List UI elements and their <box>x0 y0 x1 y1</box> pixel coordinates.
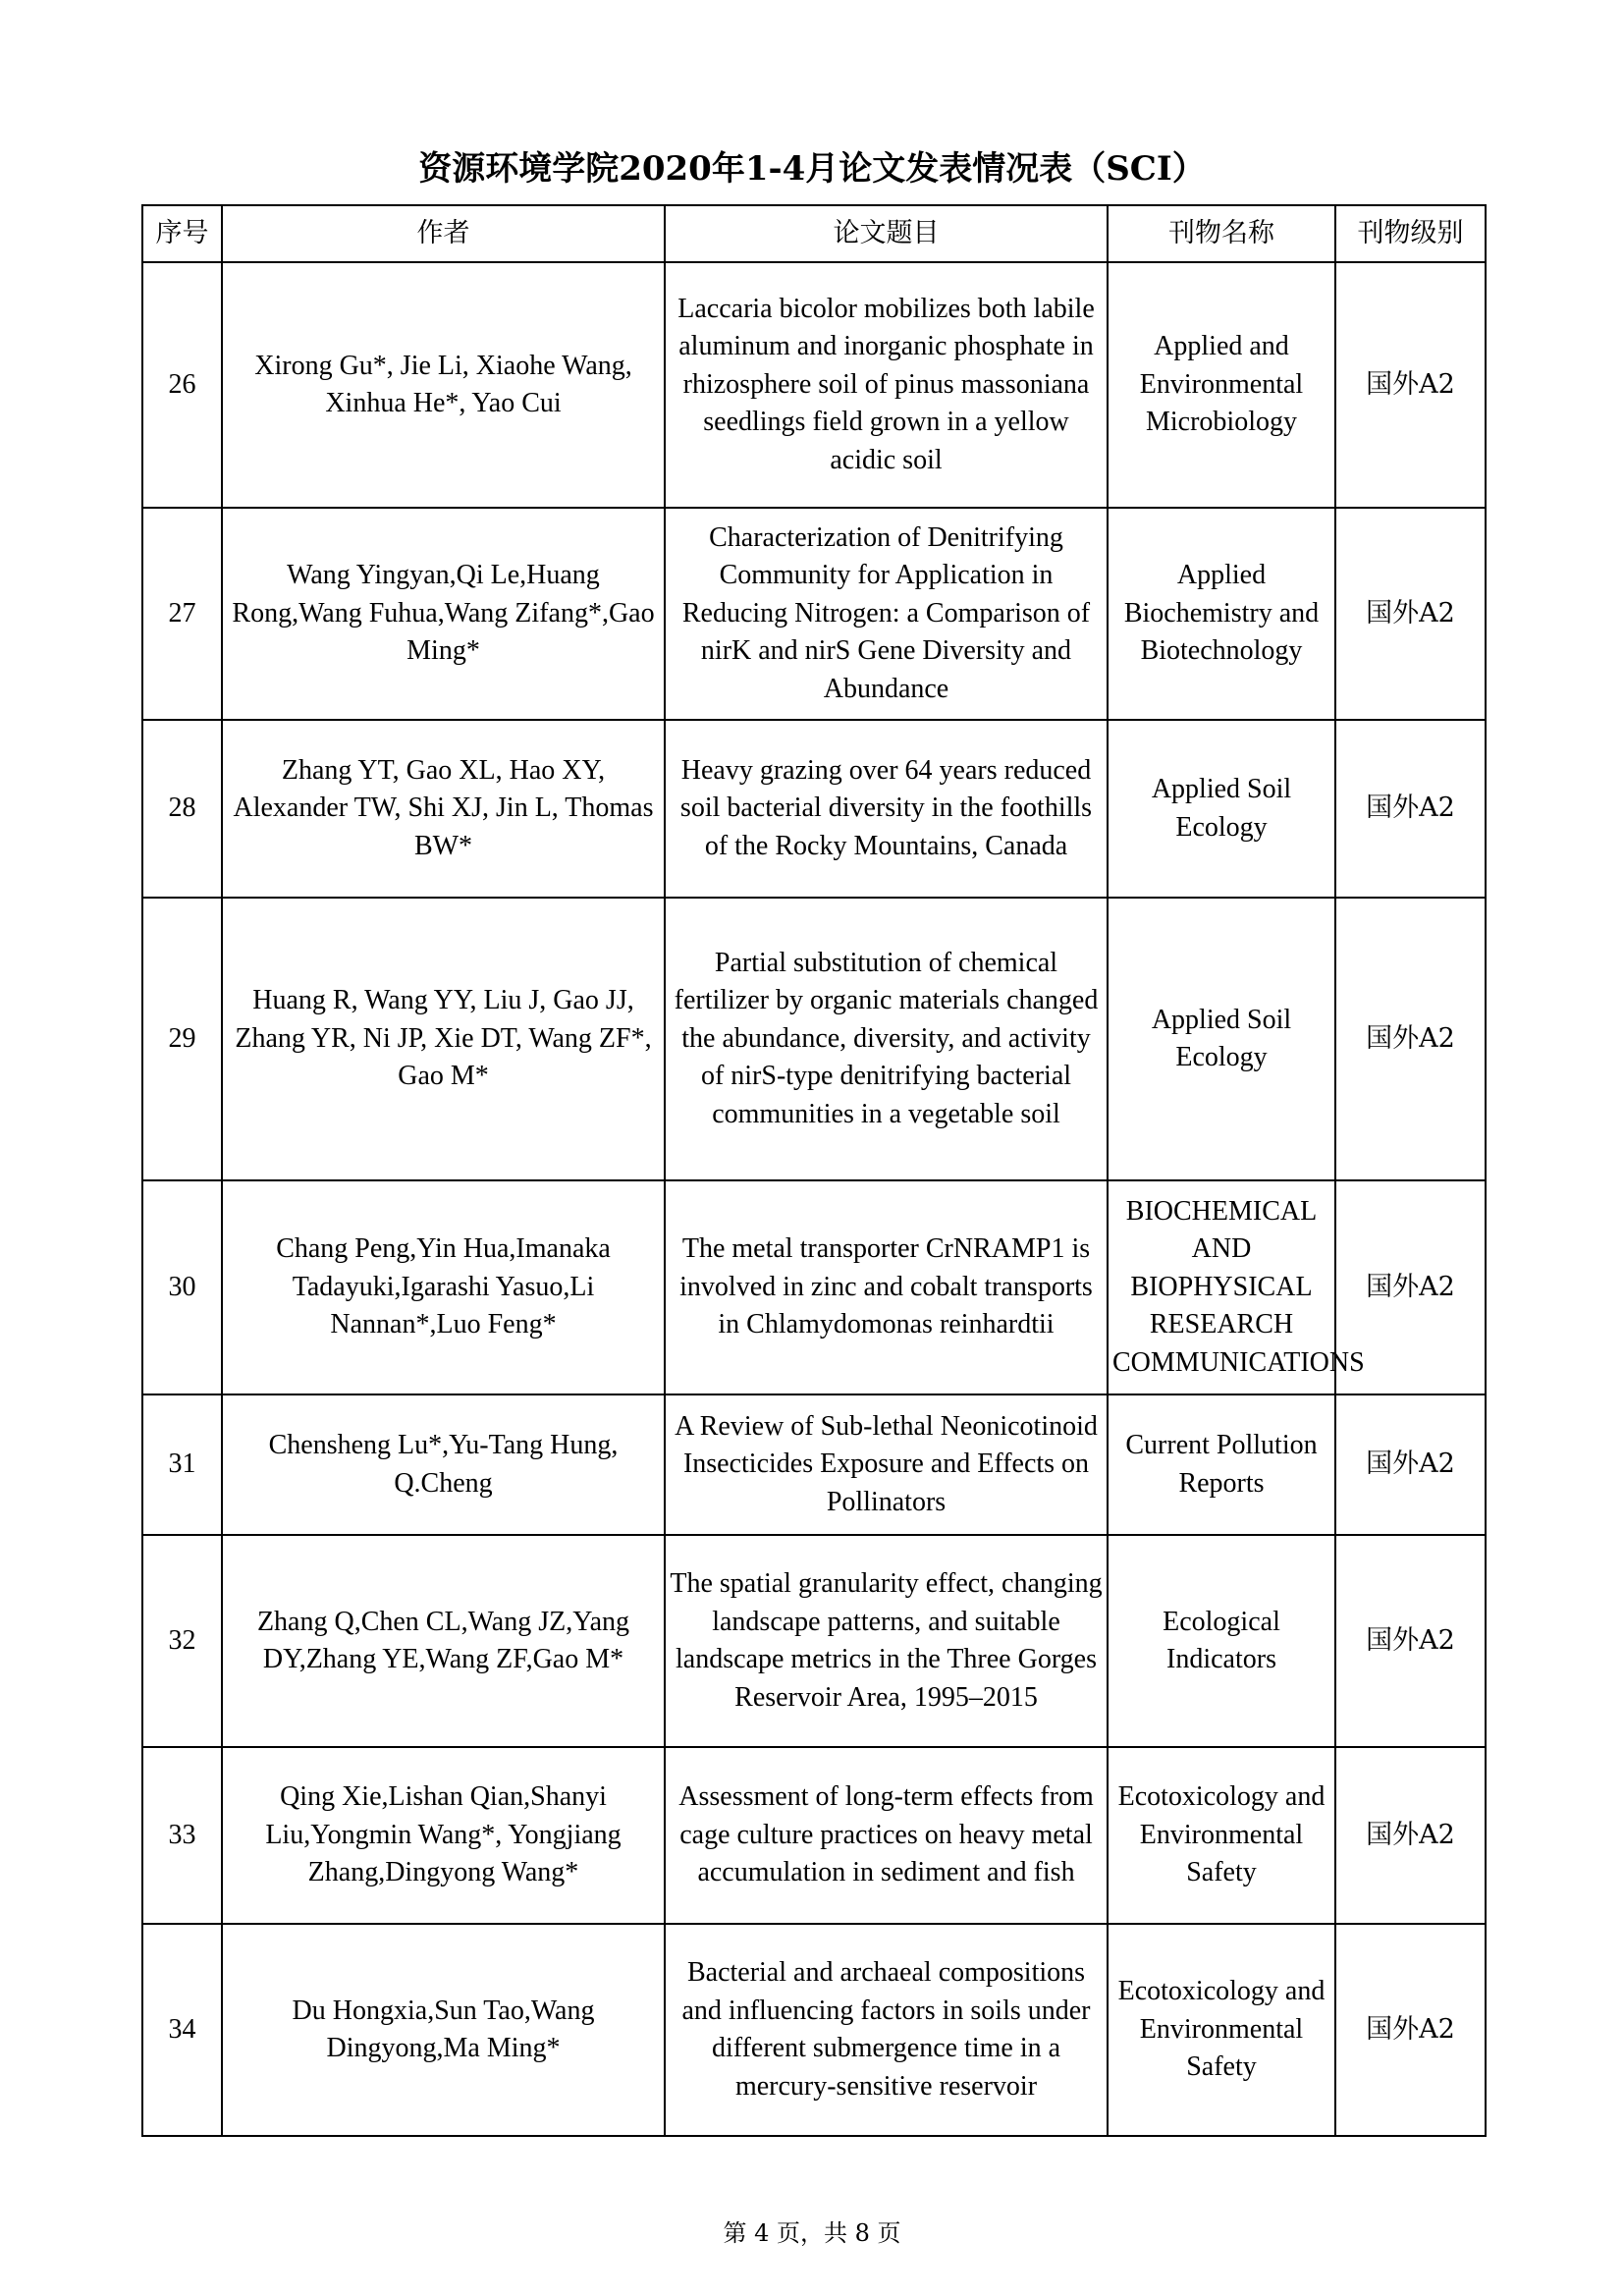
cell-journal: Applied Biochemistry and Biotechnology <box>1108 508 1335 720</box>
cell-authors: Zhang Q,Chen CL,Wang JZ,Yang DY,Zhang YE,Wang ZF,Gao M* <box>222 1535 665 1747</box>
cell-paper-title: The spatial granularity effect, changing landscape patterns, and suitable landscape metrics in the Three Gorges Reservoir Area, 1995–2015 <box>665 1535 1108 1747</box>
header-paper-title: 论文题目 <box>665 205 1108 262</box>
cell-paper-title: The metal transporter CrNRAMP1 is involved in zinc and cobalt transports in Chlamydomonas reinhardtii <box>665 1180 1108 1394</box>
header-no: 序号 <box>142 205 222 262</box>
cell-journal: Applied and Environmental Microbiology <box>1108 262 1335 508</box>
table-row <box>142 1747 1486 1924</box>
cell-no: 26 <box>142 262 222 508</box>
table-row <box>142 1924 1486 2136</box>
cell-journal: BIOCHEMICAL AND BIOPHYSICAL RESEARCH COMMUNICATIONS <box>1108 1180 1335 1394</box>
cell-paper-title: Bacterial and archaeal compositions and influencing factors in soils under different submergence time in a mercury-sensitive reservoir <box>665 1924 1108 2136</box>
table-row <box>142 508 1486 720</box>
cell-no: 34 <box>142 1924 222 2136</box>
cell-level: 国外A2 <box>1335 262 1486 508</box>
table-row <box>142 1180 1486 1394</box>
cell-authors: Chensheng Lu*,Yu-Tang Hung, Q.Cheng <box>222 1394 665 1535</box>
cell-level: 国外A2 <box>1335 508 1486 720</box>
cell-authors: Chang Peng,Yin Hua,Imanaka Tadayuki,Igarashi Yasuo,Li Nannan*,Luo Feng* <box>222 1180 665 1394</box>
cell-no: 33 <box>142 1747 222 1924</box>
cell-level: 国外A2 <box>1335 1924 1486 2136</box>
cell-paper-title: Heavy grazing over 64 years reduced soil bacterial diversity in the foothills of the Rocky Mountains, Canada <box>665 720 1108 898</box>
cell-paper-title: Assessment of long-term effects from cage culture practices on heavy metal accumulation in sediment and fish <box>665 1747 1108 1924</box>
cell-level: 国外A2 <box>1335 1535 1486 1747</box>
table-row <box>142 1535 1486 1747</box>
cell-authors: Qing Xie,Lishan Qian,Shanyi Liu,Yongmin Wang*, Yongjiang Zhang,Dingyong Wang* <box>222 1747 665 1924</box>
cell-authors: Wang Yingyan,Qi Le,Huang Rong,Wang Fuhua,Wang Zifang*,Gao Ming* <box>222 508 665 720</box>
cell-level: 国外A2 <box>1335 898 1486 1180</box>
cell-level: 国外A2 <box>1335 720 1486 898</box>
cell-authors: Huang R, Wang YY, Liu J, Gao JJ, Zhang YR, Ni JP, Xie DT, Wang ZF*, Gao M* <box>222 898 665 1180</box>
cell-no: 31 <box>142 1394 222 1535</box>
header-level: 刊物级别 <box>1335 205 1486 262</box>
table-row <box>142 1394 1486 1535</box>
cell-level: 国外A2 <box>1335 1180 1486 1394</box>
table-row <box>142 898 1486 1180</box>
cell-level: 国外A2 <box>1335 1747 1486 1924</box>
cell-authors: Du Hongxia,Sun Tao,Wang Dingyong,Ma Ming* <box>222 1924 665 2136</box>
cell-journal: Ecotoxicology and Environmental Safety <box>1108 1924 1335 2136</box>
cell-journal: Current Pollution Reports <box>1108 1394 1335 1535</box>
header-journal: 刊物名称 <box>1108 205 1335 262</box>
cell-journal: Applied Soil Ecology <box>1108 720 1335 898</box>
cell-paper-title: Characterization of Denitrifying Community for Application in Reducing Nitrogen: a Comparison of nirK and nirS Gene Diversity and Abundance <box>665 508 1108 720</box>
cell-level: 国外A2 <box>1335 1394 1486 1535</box>
cell-journal: Applied Soil Ecology <box>1108 898 1335 1180</box>
table-row <box>142 262 1486 508</box>
papers-table <box>141 204 1487 2137</box>
page-title: 资源环境学院2020年1-4月论文发表情况表（SCI） <box>418 149 1206 189</box>
header-authors: 作者 <box>222 205 665 262</box>
cell-paper-title: Laccaria bicolor mobilizes both labile aluminum and inorganic phosphate in rhizosphere soil of pinus massoniana seedlings field grown in a yellow acidic soil <box>665 262 1108 508</box>
cell-paper-title: Partial substitution of chemical fertilizer by organic materials changed the abundance, diversity, and activity of nirS-type denitrifying bacterial communities in a vegetable soil <box>665 898 1108 1180</box>
cell-no: 32 <box>142 1535 222 1747</box>
table-row <box>142 720 1486 898</box>
cell-journal: Ecological Indicators <box>1108 1535 1335 1747</box>
cell-no: 30 <box>142 1180 222 1394</box>
table-header-row <box>142 205 1486 262</box>
cell-paper-title: A Review of Sub-lethal Neonicotinoid Insecticides Exposure and Effects on Pollinators <box>665 1394 1108 1535</box>
cell-authors: Xirong Gu*, Jie Li, Xiaohe Wang, Xinhua He*, Yao Cui <box>222 262 665 508</box>
cell-journal: Ecotoxicology and Environmental Safety <box>1108 1747 1335 1924</box>
cell-no: 28 <box>142 720 222 898</box>
page-footer: 第 4 页，共 8 页 <box>723 2219 901 2247</box>
cell-authors: Zhang YT, Gao XL, Hao XY, Alexander TW, Shi XJ, Jin L, Thomas BW* <box>222 720 665 898</box>
cell-no: 29 <box>142 898 222 1180</box>
cell-no: 27 <box>142 508 222 720</box>
